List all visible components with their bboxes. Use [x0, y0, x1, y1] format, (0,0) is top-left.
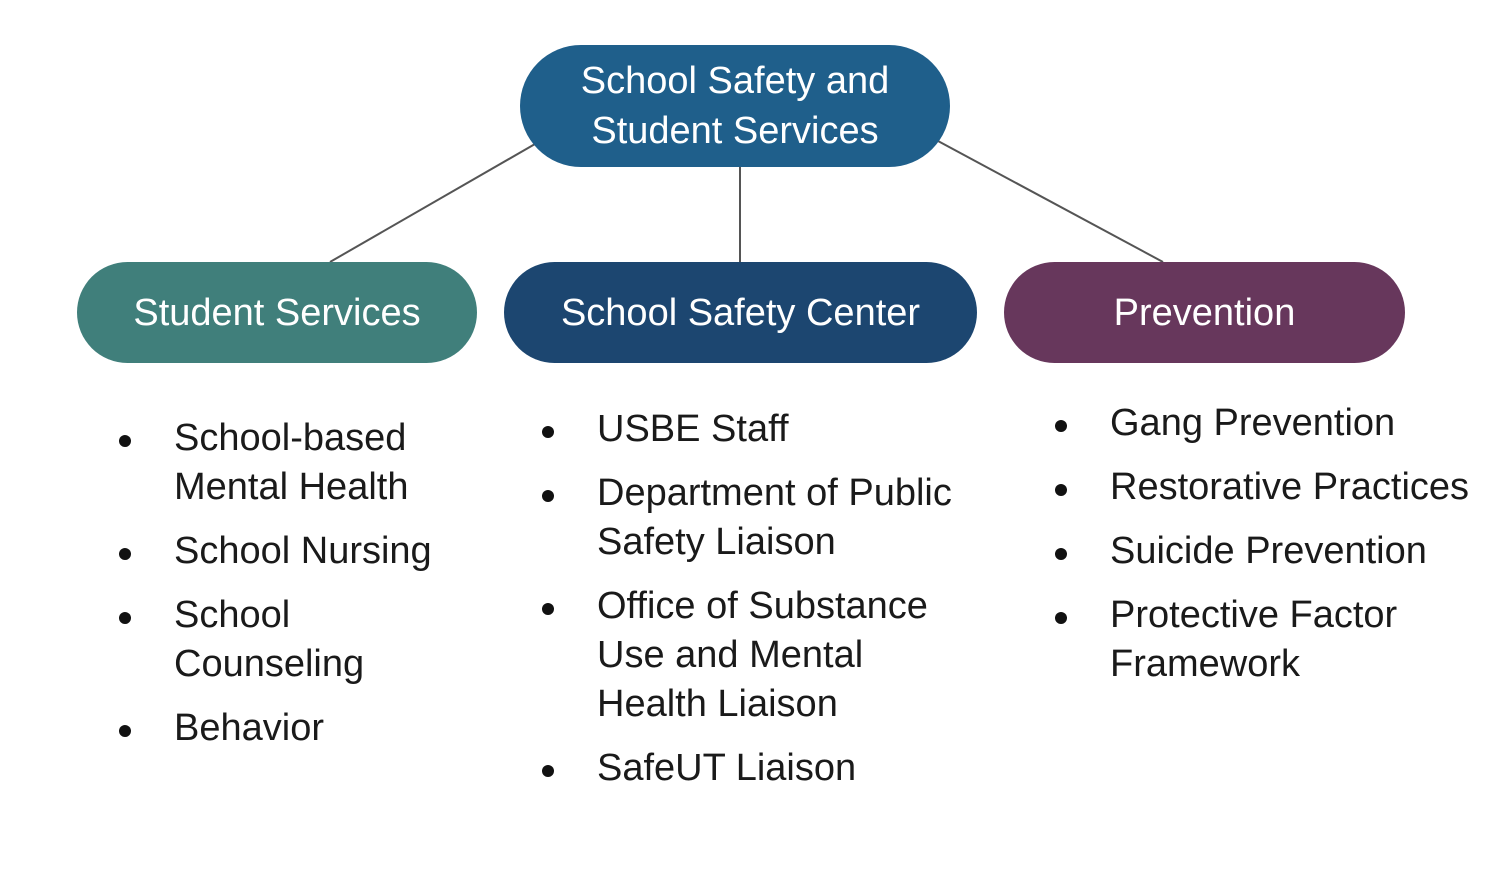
root-node-label-line1: School Safety and	[580, 60, 890, 102]
branch-node-student-services-label: Student Services	[133, 291, 421, 334]
list-item: School Nursing	[117, 527, 477, 576]
connector-root-to-student-services	[330, 144, 535, 262]
list-item: School-based Mental Health	[117, 414, 477, 512]
list-item: Department of Public Safety Liaison	[540, 469, 960, 567]
list-item: Gang Prevention	[1053, 399, 1473, 448]
root-node	[520, 45, 950, 167]
list-item: USBE Staff	[540, 405, 960, 454]
root-node-label	[581, 56, 889, 156]
connector-root-to-prevention	[938, 141, 1163, 262]
prevention-list	[1053, 399, 1473, 704]
branch-node-school-safety-center-label: School Safety Center	[560, 291, 921, 334]
list-item: School Counseling	[117, 591, 477, 689]
list-item: Suicide Prevention	[1053, 527, 1473, 576]
list-item: Restorative Practices	[1053, 463, 1473, 512]
list-item: Protective Factor Framework	[1053, 591, 1473, 689]
branch-node-school-safety-center	[504, 262, 977, 363]
list-item: Behavior	[117, 704, 477, 753]
branch-node-prevention	[1004, 262, 1405, 363]
list-item: SafeUT Liaison	[540, 744, 960, 793]
school-safety-center-list	[540, 405, 960, 808]
student-services-list	[117, 414, 477, 768]
list-item: Office of Substance Use and Mental Health Liaison	[540, 582, 960, 729]
root-node-label-line2: Student Services	[591, 110, 879, 152]
branch-node-prevention-label: Prevention	[1113, 291, 1296, 334]
branch-node-student-services	[77, 262, 477, 363]
